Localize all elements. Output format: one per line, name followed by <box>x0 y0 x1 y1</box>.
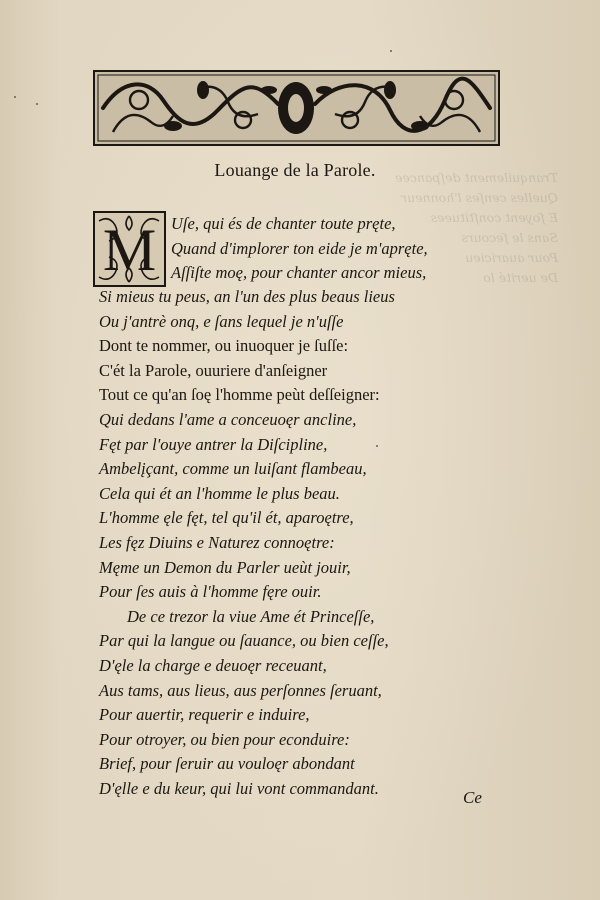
verse-lines-beside-initial <box>171 212 428 286</box>
verse-line: L'homme ęle fęt, tel qu'il ét, aparoętre, <box>99 508 354 528</box>
verse-line: Aus tams, aus lieus, aus perſonnes ſeruant, <box>99 680 382 700</box>
verse-line: Ou j'antrè onq, e ſans lequel je n'uſſe <box>99 311 344 331</box>
verse-line: Si mieus tu peus, an l'un des plus beaus lieus <box>99 287 395 306</box>
verse-line: Cela qui ét an l'homme le plus beau. <box>99 483 340 503</box>
paper-speck <box>376 445 378 447</box>
verse-lines <box>99 285 395 801</box>
verse-line: Ambelįçant, comme un luiſant flambeau, <box>99 459 367 479</box>
verse-line: Par qui la langue ou ſauance, ou bien ceſſe, <box>99 631 389 651</box>
verse-line: De ce trezor la viue Ame ét Princeſſe, <box>127 606 375 626</box>
verse-line: Tout ce qu'an ſoę l'homme peùt deſſeigner: <box>99 385 380 405</box>
verse-line: Les fęz Diuins e Naturez connoętre: <box>99 532 335 552</box>
paper-speck <box>36 103 38 105</box>
verse-line: Pour ſes auis à l'homme fęre ouir. <box>99 582 322 602</box>
verse-line: D'ęle la charge e deuoęr receuant, <box>99 655 327 675</box>
verse-line: Aſſiſte moę, pour chanter ancor mieus, <box>171 263 427 283</box>
paper-speck <box>14 96 16 98</box>
verse-line: Qui dedans l'ame a conceuoęr ancline, <box>99 409 357 429</box>
page-title: Louange de la Parole. <box>214 160 376 180</box>
verse-line: Pour otroyer, ou bien pour econduire: <box>99 729 350 749</box>
verse-line: Fęt par l'ouye antrer la Diſcipline, <box>99 434 328 454</box>
drop-cap-initial <box>93 211 166 287</box>
verse-line: D'ęlle e du keur, qui lui vont commandant. <box>99 778 379 798</box>
bleed-through-text: Tranquilement deſpancee Quelles cenſes l'honneur E ſoyent conſtituees Sans le ſecours Pour auaricieu De uerité lo <box>395 170 558 285</box>
ornamental-headpiece <box>93 70 500 146</box>
verse-line: Pour auertir, requerir e induire, <box>99 705 310 725</box>
paper-speck <box>390 50 392 52</box>
verse-line: C'ét la Parole, ouuriere d'anſeigner <box>99 360 328 380</box>
verse-line: Quand d'implorer ton eide je m'apręte, <box>171 238 428 258</box>
verse-line: Brief, pour ſeruir au vouloęr abondant <box>99 754 355 774</box>
verse-line: Uſe, qui és de chanter toute pręte, <box>171 214 396 233</box>
catchword: Ce <box>463 788 482 807</box>
verse-line: Dont te nommer, ou inuoquer je ſuſſe: <box>99 336 349 356</box>
verse-line: Męme un Demon du Parler ueùt jouir, <box>99 557 351 577</box>
drop-cap-letter: M <box>102 217 157 283</box>
